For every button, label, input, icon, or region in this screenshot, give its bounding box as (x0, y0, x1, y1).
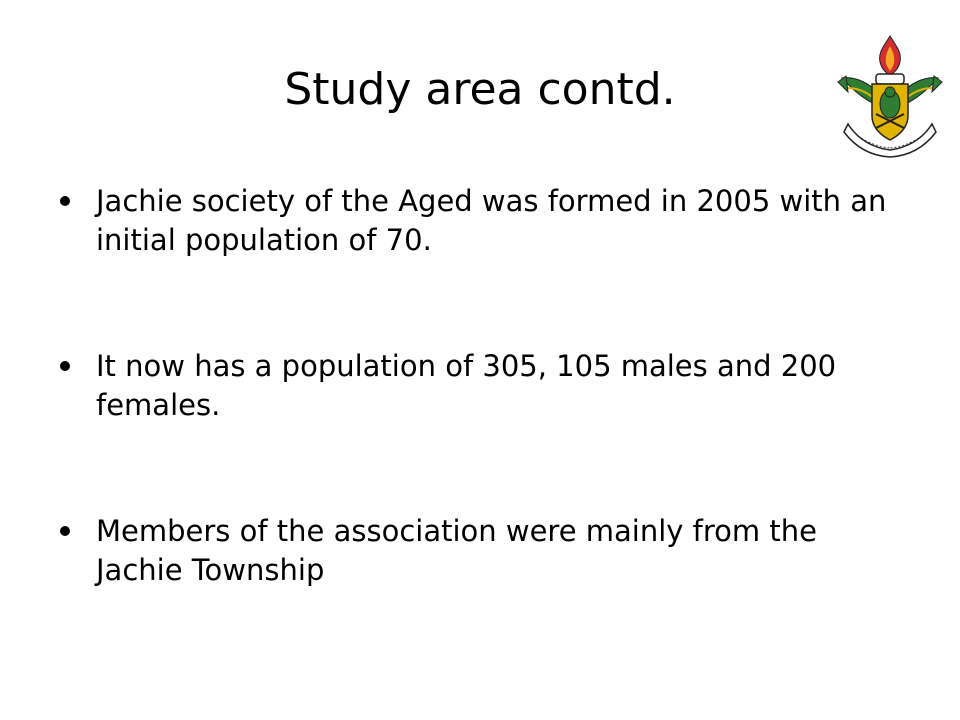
list-item (60, 182, 910, 260)
bullet-icon (60, 196, 70, 206)
bullet-text: Members of the association were mainly from the Jachie Township (96, 514, 817, 587)
list-item (60, 347, 910, 425)
bullet-icon (60, 361, 70, 371)
university-crest-icon (828, 32, 952, 158)
bullet-text: It now has a population of 305, 105 males and 200 females. (96, 349, 837, 422)
slide-title: Study area contd. (284, 64, 676, 115)
list-item (60, 512, 910, 590)
bullet-text: Jachie society of the Aged was formed in 2005 with an initial population of 70. (96, 184, 887, 257)
bullet-list (60, 182, 910, 590)
bullet-icon (60, 526, 70, 536)
